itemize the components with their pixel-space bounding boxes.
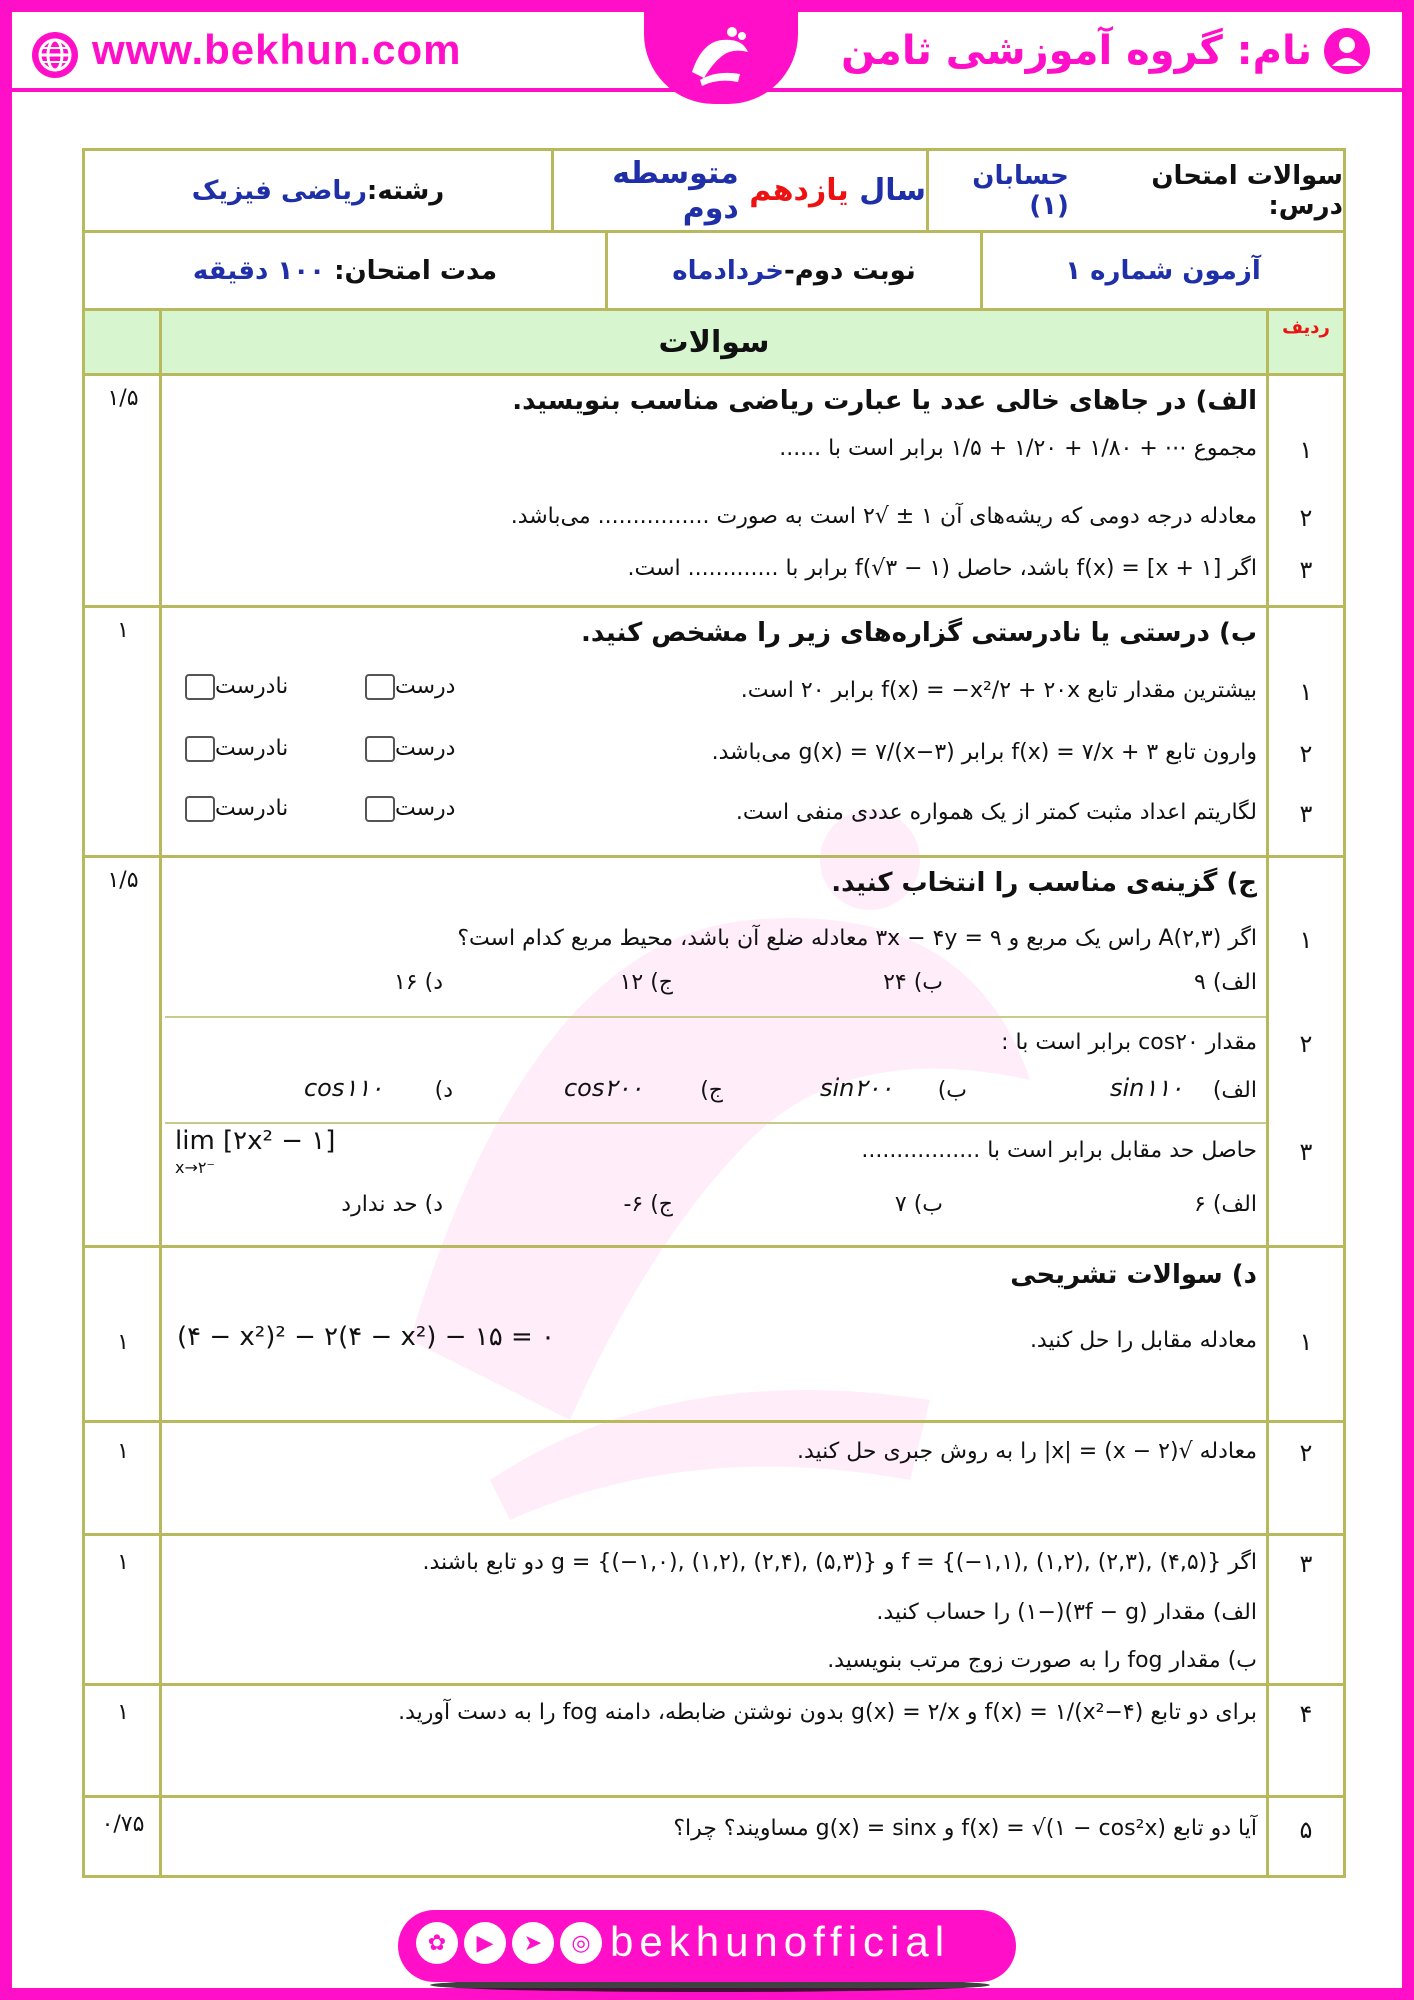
section-a [85, 376, 1343, 608]
question-d5: آیا دو تابع f(x) = √(۱ − cos²x) و g(x) = sinx مساویند؟ چرا؟ [673, 1816, 1257, 1841]
section-a-title: الف) در جاهای خالی عدد یا عبارت ریاضی مناسب بنویسید. [512, 386, 1257, 416]
session-cell: نوبت دوم - خردادماه [672, 255, 916, 286]
false-checkbox[interactable] [185, 674, 215, 700]
section-d-q5 [85, 1798, 1343, 1875]
social-handle[interactable]: bekhunofficial [610, 1918, 951, 1965]
option-label: د) [434, 1078, 453, 1103]
question-number: ۳ [1299, 800, 1313, 828]
question-number: ۳ [1299, 1138, 1313, 1166]
section-c [85, 858, 1343, 1248]
true-option[interactable]: درست [355, 796, 455, 822]
social-icons [416, 1922, 602, 1964]
option[interactable]: cos۱۱۰ [303, 1074, 383, 1102]
exam-info-row-1 [85, 151, 1343, 233]
option-label: ج) [700, 1078, 723, 1103]
question-d1: معادله مقابل را حل کنید. [1029, 1328, 1257, 1353]
question-d2: معادله √(۲ − x) = |x| را به روش جبری حل کنید. [796, 1439, 1257, 1464]
bekhun-logo-icon [682, 22, 758, 92]
field-cell: رشته: ریاضی فیزیک [191, 175, 445, 206]
social-footer [398, 1910, 1016, 1982]
false-checkbox[interactable] [185, 796, 215, 822]
false-option[interactable]: نادرست [175, 736, 288, 762]
user-icon [1322, 26, 1372, 76]
question-number: ۳ [1299, 1550, 1313, 1578]
question-number: ۵ [1299, 1816, 1313, 1844]
question-number: ۴ [1299, 1700, 1313, 1728]
section-d-q1 [85, 1248, 1343, 1423]
option[interactable]: ب) ۲۴ [883, 970, 943, 995]
instagram-icon[interactable]: ◎ [560, 1922, 602, 1964]
youtube-icon[interactable]: ▶ [464, 1922, 506, 1964]
quiz-number: آزمون شماره ۱ [1065, 255, 1261, 286]
exam-info-row-2 [85, 233, 1343, 311]
option[interactable]: cos۲۰۰ [563, 1074, 643, 1102]
section-d-q2 [85, 1423, 1343, 1536]
limit-expression: lim [۲x² − ۱] [175, 1126, 336, 1156]
question-score: ۱ [117, 1700, 129, 1725]
option[interactable]: الف) ۹ [1194, 970, 1257, 995]
true-option[interactable]: درست [355, 736, 455, 762]
questions-title-row [85, 311, 1343, 376]
question-score: ۱ [117, 1439, 129, 1464]
equation: (۴ − x²)² − ۲(۴ − x²) − ۱۵ = ۰ [177, 1322, 555, 1352]
question-number: ۳ [1299, 556, 1313, 584]
question-d3-part-a: الف) مقدار (۳f − g)(−۱) را حساب کنید. [876, 1600, 1257, 1625]
question-number: ۲ [1299, 504, 1313, 532]
grade-cell: سال یازدهم متوسطه دوم [612, 155, 926, 226]
group-name: نام: گروه آموزشی ثامن [841, 28, 1312, 74]
question-b3: لگاریتم اعداد مثبت کمتر از یک همواره عددی منفی است. [735, 800, 1257, 825]
question-a3: اگر f(x) = [x + ۱] باشد، حاصل f(√۳ − ۱) برابر با ............. است. [627, 556, 1257, 581]
question-b2: وارون تابع f(x) = ۷/x + ۳ برابر g(x) = ۷/(x−۳) می‌باشد. [711, 740, 1257, 765]
section-b [85, 608, 1343, 858]
true-checkbox[interactable] [365, 674, 395, 700]
option-label: الف) [1212, 1078, 1257, 1103]
limit-subscript: x→۲⁻ [175, 1158, 215, 1177]
question-d3: اگر f = {(−۱,۱), (۱,۲), (۲,۳), (۴,۵)} و g = {(−۱,۰), (۱,۲), (۲,۴), (۵,۳)} دو تابع باشند. [422, 1550, 1257, 1575]
true-checkbox[interactable] [365, 736, 395, 762]
section-c-title: ج) گزینه‌ی مناسب را انتخاب کنید. [831, 868, 1257, 898]
settings-icon[interactable]: ✿ [416, 1922, 458, 1964]
question-d4: برای دو تابع f(x) = ۱/(x²−۴) و g(x) = ۲/x بدون نوشتن ضابطه، دامنه fog را به دست آورید. [398, 1700, 1257, 1725]
false-checkbox[interactable] [185, 736, 215, 762]
question-number: ۱ [1299, 678, 1313, 706]
option[interactable]: ج) ۱۲ [619, 970, 673, 995]
option-label: ب) [937, 1078, 967, 1103]
question-number: ۱ [1299, 1328, 1313, 1356]
section-b-score: ۱ [117, 618, 129, 643]
section-d-q4 [85, 1686, 1343, 1798]
false-option[interactable]: نادرست [175, 674, 288, 700]
option[interactable]: د) ۱۶ [393, 970, 443, 995]
question-number: ۲ [1299, 1439, 1313, 1467]
section-d-q3 [85, 1536, 1343, 1686]
question-score: ۱ [117, 1330, 129, 1355]
website-link[interactable]: www.bekhun.com [92, 26, 462, 73]
page-header [12, 12, 1402, 92]
option[interactable]: ب) ۷ [894, 1192, 943, 1217]
question-d3-part-b: ب) مقدار fog را به صورت زوج مرتب بنویسید. [827, 1648, 1257, 1673]
option[interactable]: د) حد ندارد [341, 1192, 443, 1217]
header-divider [12, 88, 1402, 92]
option[interactable]: الف) ۶ [1194, 1192, 1257, 1217]
questions-title: سوالات [658, 324, 770, 360]
question-b1: بیشترین مقدار تابع f(x) = −x²/۲ + ۲۰x برابر ۲۰ است. [740, 678, 1257, 703]
section-c-score: ۱/۵ [107, 868, 139, 893]
question-number: ۲ [1299, 740, 1313, 768]
row-label: ردیف [1282, 317, 1330, 338]
section-a-score: ۱/۵ [107, 386, 139, 411]
question-c3: حاصل حد مقابل برابر است با ................. [861, 1138, 1257, 1163]
globe-icon [30, 30, 80, 80]
option[interactable]: sin۱۱۰ [1109, 1074, 1183, 1102]
section-b-title: ب) درستی یا نادرستی گزاره‌های زیر را مشخص کنید. [581, 618, 1257, 648]
question-score: ۱ [117, 1550, 129, 1575]
option[interactable]: ج) ۶- [623, 1192, 673, 1217]
exam-sheet [82, 148, 1346, 1878]
false-option[interactable]: نادرست [175, 796, 288, 822]
header-title [841, 26, 1372, 76]
subject-cell: سوالات امتحان درس: حسابان (۱) [972, 160, 1343, 221]
question-score: ۰/۷۵ [101, 1812, 145, 1837]
question-a2: معادله درجه دومی که ریشه‌های آن ۱ ± √۲ است به صورت ................ می‌باشد. [510, 504, 1257, 529]
true-checkbox[interactable] [365, 796, 395, 822]
question-number: ۱ [1299, 926, 1313, 954]
question-number: ۱ [1299, 436, 1313, 464]
question-c1: اگر A(۲,۳) راس یک مربع و ۳x − ۴y = ۹ معادله ضلع آن باشد، محیط مربع کدام است؟ [457, 926, 1257, 951]
telegram-icon[interactable]: ➤ [512, 1922, 554, 1964]
question-c2: مقدار cos۲۰ برابر است با : [1001, 1030, 1257, 1055]
question-a1: مجموع ⋯ + ۱/۸۰ + ۱/۲۰ + ۱/۵ برابر است با ...... [779, 436, 1257, 461]
true-option[interactable]: درست [355, 674, 455, 700]
option[interactable]: sin۲۰۰ [819, 1074, 893, 1102]
duration-cell: مدت امتحان: ۱۰۰ دقیقه [192, 255, 498, 286]
question-number: ۲ [1299, 1030, 1313, 1058]
section-d-title: د) سوالات تشریحی [1010, 1260, 1257, 1290]
